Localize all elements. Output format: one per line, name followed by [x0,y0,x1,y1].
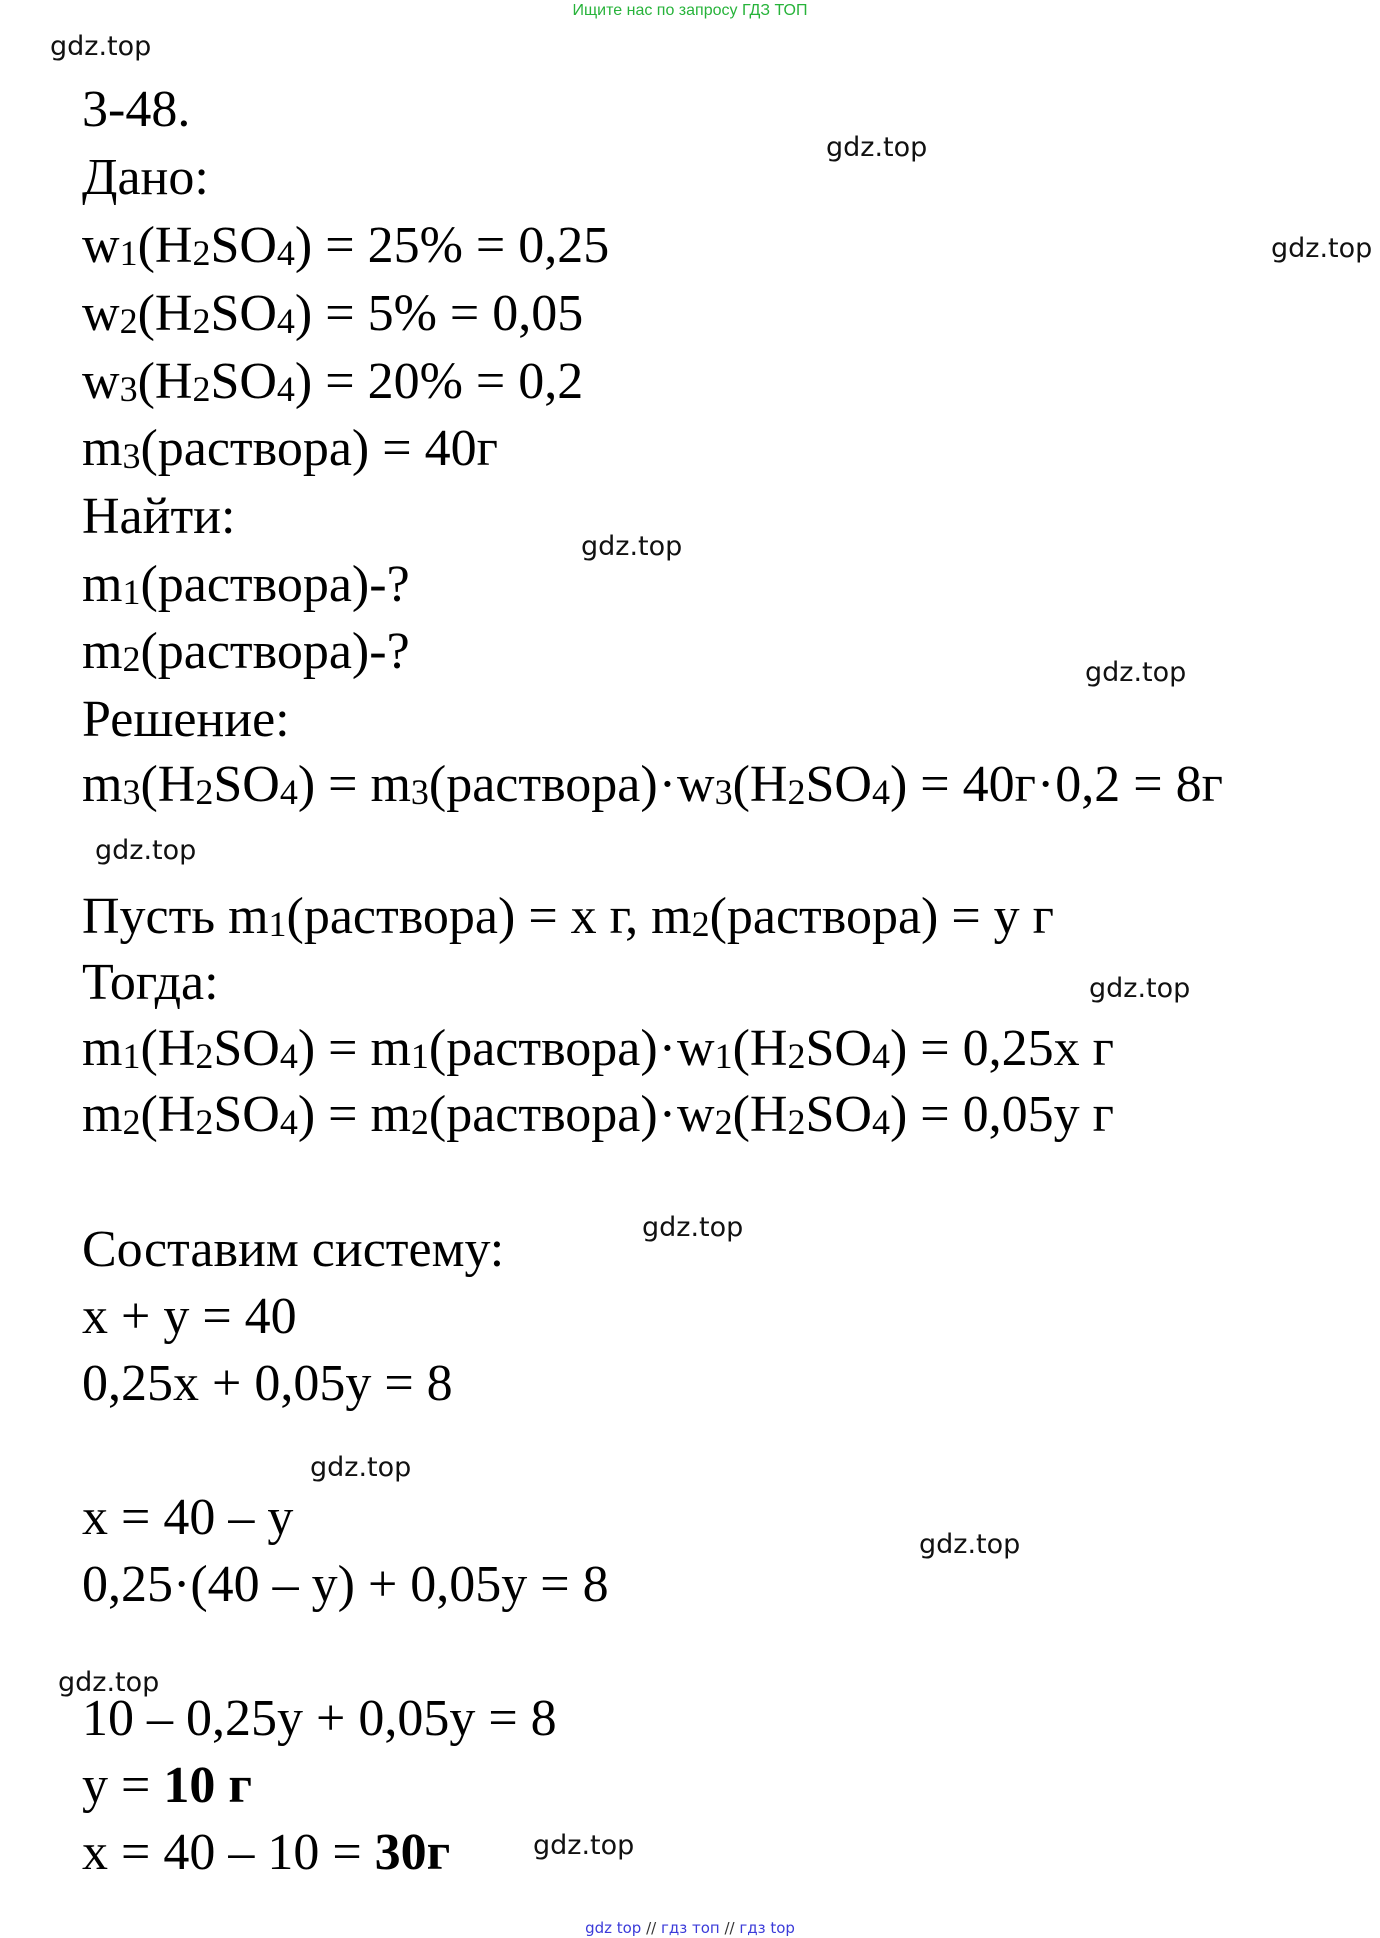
watermark: gdz.top [58,1667,160,1698]
step-2: 0,25·(40 – y) + 0,05y = 8 [82,1556,609,1613]
step-1: x = 40 – y [82,1489,294,1546]
find-label: Найти: [82,488,236,545]
answer-y: y = 10 г [82,1757,252,1814]
solution-line-1: $m_3(H_2SO_4)$ = $m_3(раствора)\cdot w_3(H_2SO_4) = 40г\cdot 0,2 = 8г$ [82,756,1223,813]
step-3: 10 – 0,25y + 0,05y = 8 [82,1690,557,1747]
watermark: gdz.top [826,132,928,163]
system-label: Составим систему: [82,1221,505,1278]
let-line: Пусть $m_1(раствора) = x$ г, $m_2(раствора) = y$ г [82,888,1055,945]
then-line-1: $m_1(H_2SO_4)$ = $m_1(раствора)\cdot w_1(H_2SO_4) = 0,25x$ г [82,1020,1114,1077]
given-w2: $w_2(H_2SO_4) = 5\% = 0,05$ [82,285,584,342]
watermark: gdz.top [1271,233,1373,264]
footer-link-gdz-top-mixed[interactable]: гдз top [739,1919,795,1937]
search-banner: Ищите нас по запросу ГДЗ ТОП [572,2,808,19]
watermark: gdz.top [642,1212,744,1243]
watermark: gdz.top [919,1529,1021,1560]
given-mass: $m_3(раствора) = 40г$ [82,420,498,477]
watermark: gdz.top [1089,973,1191,1004]
watermark: gdz.top [533,1830,635,1861]
find-m2: $m_2(раствора)-$? [82,623,410,680]
given-label: Дано: [82,149,209,206]
watermark: gdz.top [310,1452,412,1483]
solution-label: Решение: [82,691,290,748]
watermark: gdz.top [581,531,683,562]
then-line-2: $m_2(H_2SO_4)$ = $m_2(раствора)\cdot w_2(H_2SO_4) = 0,05y$ г [82,1086,1114,1143]
footer-links: gdz top // гдз топ // гдз top [585,1919,795,1937]
system-eq-2: 0,25x + 0,05y = 8 [82,1355,453,1412]
footer-link-gdz-top-ru[interactable]: гдз топ [660,1919,720,1937]
footer-link-gdz-top[interactable]: gdz top [585,1919,642,1937]
given-w1: $w_1(H_2SO_4) = 25\% = 0,25$ [82,217,610,274]
find-m1: $m_1(раствора)-$? [82,556,410,613]
answer-x: x = 40 – 10 = 30г [82,1824,451,1881]
task-number: 3-48. [82,81,191,138]
then-label: Тогда: [82,954,219,1011]
given-w3: $w_3(H_2SO_4) = 20\% = 0,2$ [82,353,584,410]
watermark: gdz.top [95,835,197,866]
watermark: gdz.top [50,31,152,62]
system-eq-1: x + y = 40 [82,1288,297,1345]
watermark: gdz.top [1085,657,1187,688]
